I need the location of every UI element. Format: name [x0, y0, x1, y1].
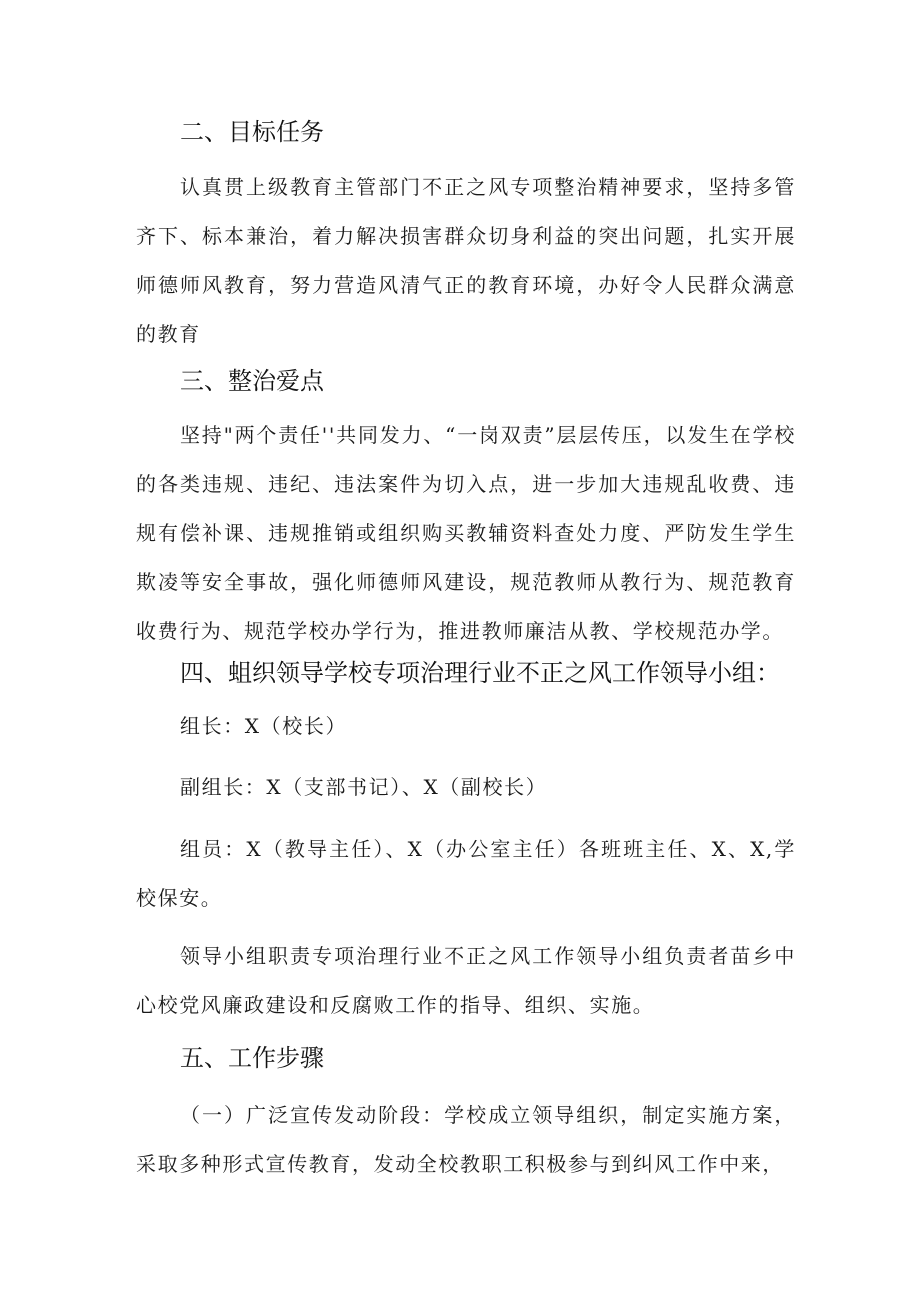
- section-heading-steps: 五、工作步骤: [180, 1044, 324, 1072]
- group-members-line: 组员：X（教导主任）、X（办公室主任）各班班主任、X、X,学校保安。: [136, 837, 796, 910]
- section-heading-leadership: 四、蛆织领导学校专项治理行业不正之风工作领导小组：: [180, 659, 780, 687]
- group-leader-line: 组长：X（校长）: [180, 714, 348, 738]
- deputy-leader-line: 副组长：X（支部书记）、X（副校长）: [180, 775, 548, 799]
- section-body-rectification: 坚持"两个责任''共同发力、“一岗双责”层层传压，以发生在学校的各类违规、违纪、违法案件为切入点，进一步加大违规乱收费、违规有偿补课、违规推销或组织购买教辅资料查处力度、严防发生学生欺凌等安全事故，强化师德师风建设，规范教师从教行为、规范教育收费行为、规范学校办学行为，推进教师廉洁从教、学校规范办学。: [136, 423, 796, 643]
- leadership-duty-paragraph: 领导小组职责专项治理行业不正之风工作领导小组负责者苗乡中心校党风廉政建设和反腐败工作的指导、组织、实施。: [136, 944, 796, 1017]
- step-one-paragraph: （一）广泛宣传发动阶段：学校成立领导组织，制定实施方案，采取多种形式宣传教育，发动全校教职工积极参与到纠风工作中来，: [136, 1103, 796, 1176]
- section-heading-goals: 二、目标任务: [180, 118, 324, 146]
- section-body-goals: 认真贯上级教育主管部门不正之风专项整治精神要求，坚持多管齐下、标本兼治，着力解决损害群众切身利益的突出问题，扎实开展师德师风教育，努力营造风清气正的教育环境，办好令人民群众满意的教育: [136, 175, 796, 346]
- section-heading-rectification: 三、整治爱点: [180, 367, 324, 395]
